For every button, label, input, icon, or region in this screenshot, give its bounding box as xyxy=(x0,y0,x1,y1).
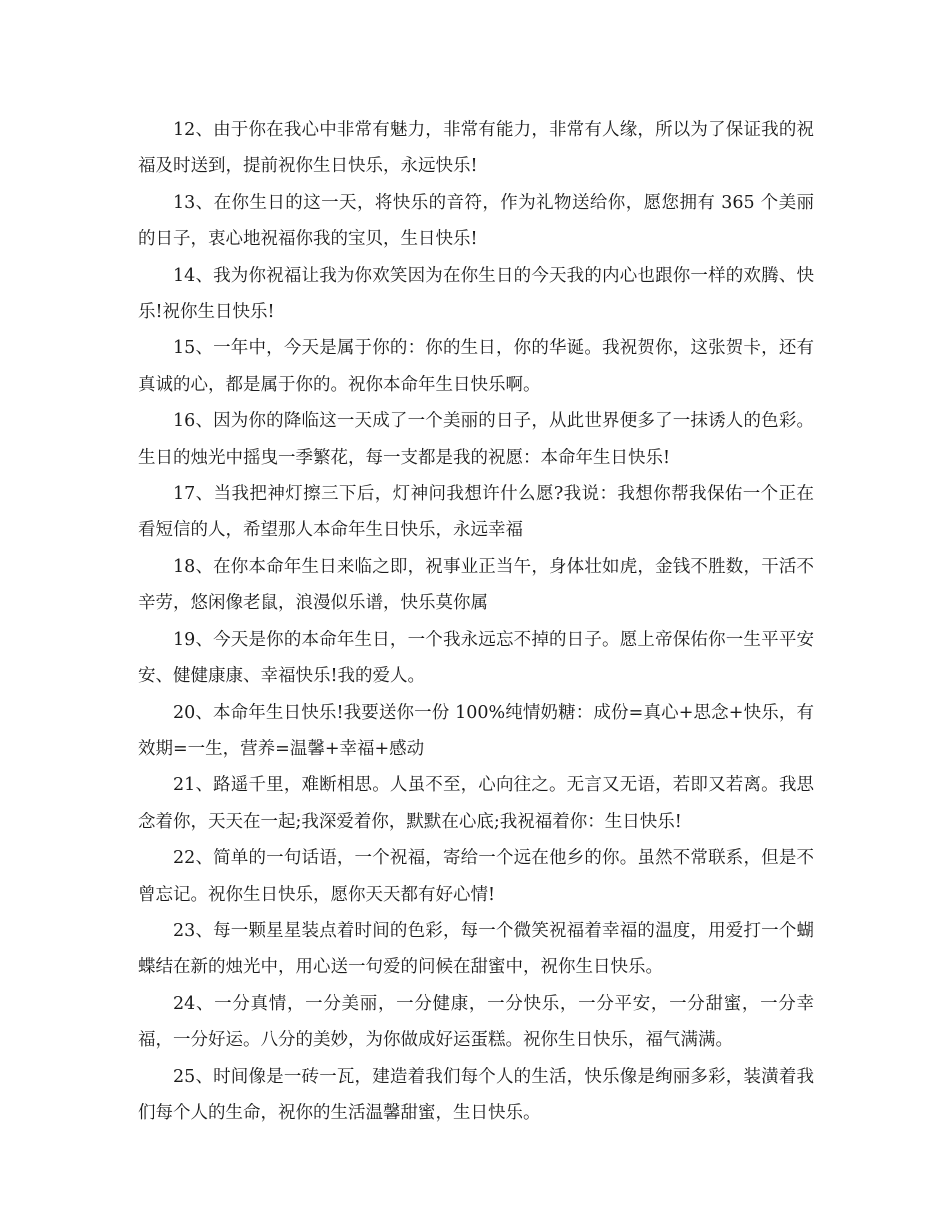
paragraph-24: 24、一分真情，一分美丽，一分健康，一分快乐，一分平安，一分甜蜜，一分幸福，一分好运。八分的美妙，为你做成好运蛋糕。祝你生日快乐，福气满满。 xyxy=(138,993,814,1051)
paragraph-17: 17、当我把神灯擦三下后，灯神问我想许什么愿?我说：我想你帮我保佑一个正在看短信的人，希望那人本命年生日快乐，永远幸福 xyxy=(138,484,814,541)
document-body xyxy=(138,112,814,1131)
paragraph-15: 15、一年中，今天是属于你的：你的生日，你的华诞。我祝贺你，这张贺卡，还有真诚的心，都是属于你的。祝你本命年生日快乐啊。 xyxy=(138,338,814,395)
paragraph-20: 20、本命年生日快乐!我要送你一份 100%纯情奶糖：成份=真心+思念+快乐，有效期=一生，营养=温馨+幸福+感动 xyxy=(138,702,814,759)
paragraph-22: 22、简单的一句话语，一个祝福，寄给一个远在他乡的你。虽然不常联系，但是不曾忘记。祝你生日快乐，愿你天天都有好心情! xyxy=(138,848,814,905)
paragraph-12: 12、由于你在我心中非常有魅力，非常有能力，非常有人缘，所以为了保证我的祝福及时送到，提前祝你生日快乐，永远快乐! xyxy=(138,120,814,177)
paragraph-23: 23、每一颗星星装点着时间的色彩，每一个微笑祝福着幸福的温度，用爱打一个蝴蝶结在新的烛光中，用心送一句爱的问候在甜蜜中，祝你生日快乐。 xyxy=(138,920,814,978)
paragraph-21: 21、路遥千里，难断相思。人虽不至，心向往之。无言又无语，若即又若离。我思念着你，天天在一起;我深爱着你，默默在心底;我祝福着你：生日快乐! xyxy=(138,775,814,832)
paragraph-19: 19、今天是你的本命年生日，一个我永远忘不掉的日子。愿上帝保佑你一生平平安安、健健康康、幸福快乐!我的爱人。 xyxy=(138,629,814,687)
paragraph-16: 16、因为你的降临这一天成了一个美丽的日子，从此世界便多了一抹诱人的色彩。生日的烛光中摇曳一季繁花，每一支都是我的祝愿：本命年生日快乐! xyxy=(138,411,814,468)
paragraph-14: 14、我为你祝福让我为你欢笑因为在你生日的今天我的内心也跟你一样的欢腾、快乐!祝你生日快乐! xyxy=(138,265,814,323)
paragraph-25: 25、时间像是一砖一瓦，建造着我们每个人的生活，快乐像是绚丽多彩，装潢着我们每个人的生命，祝你的生活温馨甜蜜，生日快乐。 xyxy=(138,1066,814,1123)
paragraph-13: 13、在你生日的这一天，将快乐的音符，作为礼物送给你，愿您拥有 365 个美丽的日子，衷心地祝福你我的宝贝，生日快乐! xyxy=(138,192,814,250)
paragraph-18: 18、在你本命年生日来临之即，祝事业正当午，身体壮如虎，金钱不胜数，干活不辛劳，悠闲像老鼠，浪漫似乐谱，快乐莫你属 xyxy=(138,556,814,614)
